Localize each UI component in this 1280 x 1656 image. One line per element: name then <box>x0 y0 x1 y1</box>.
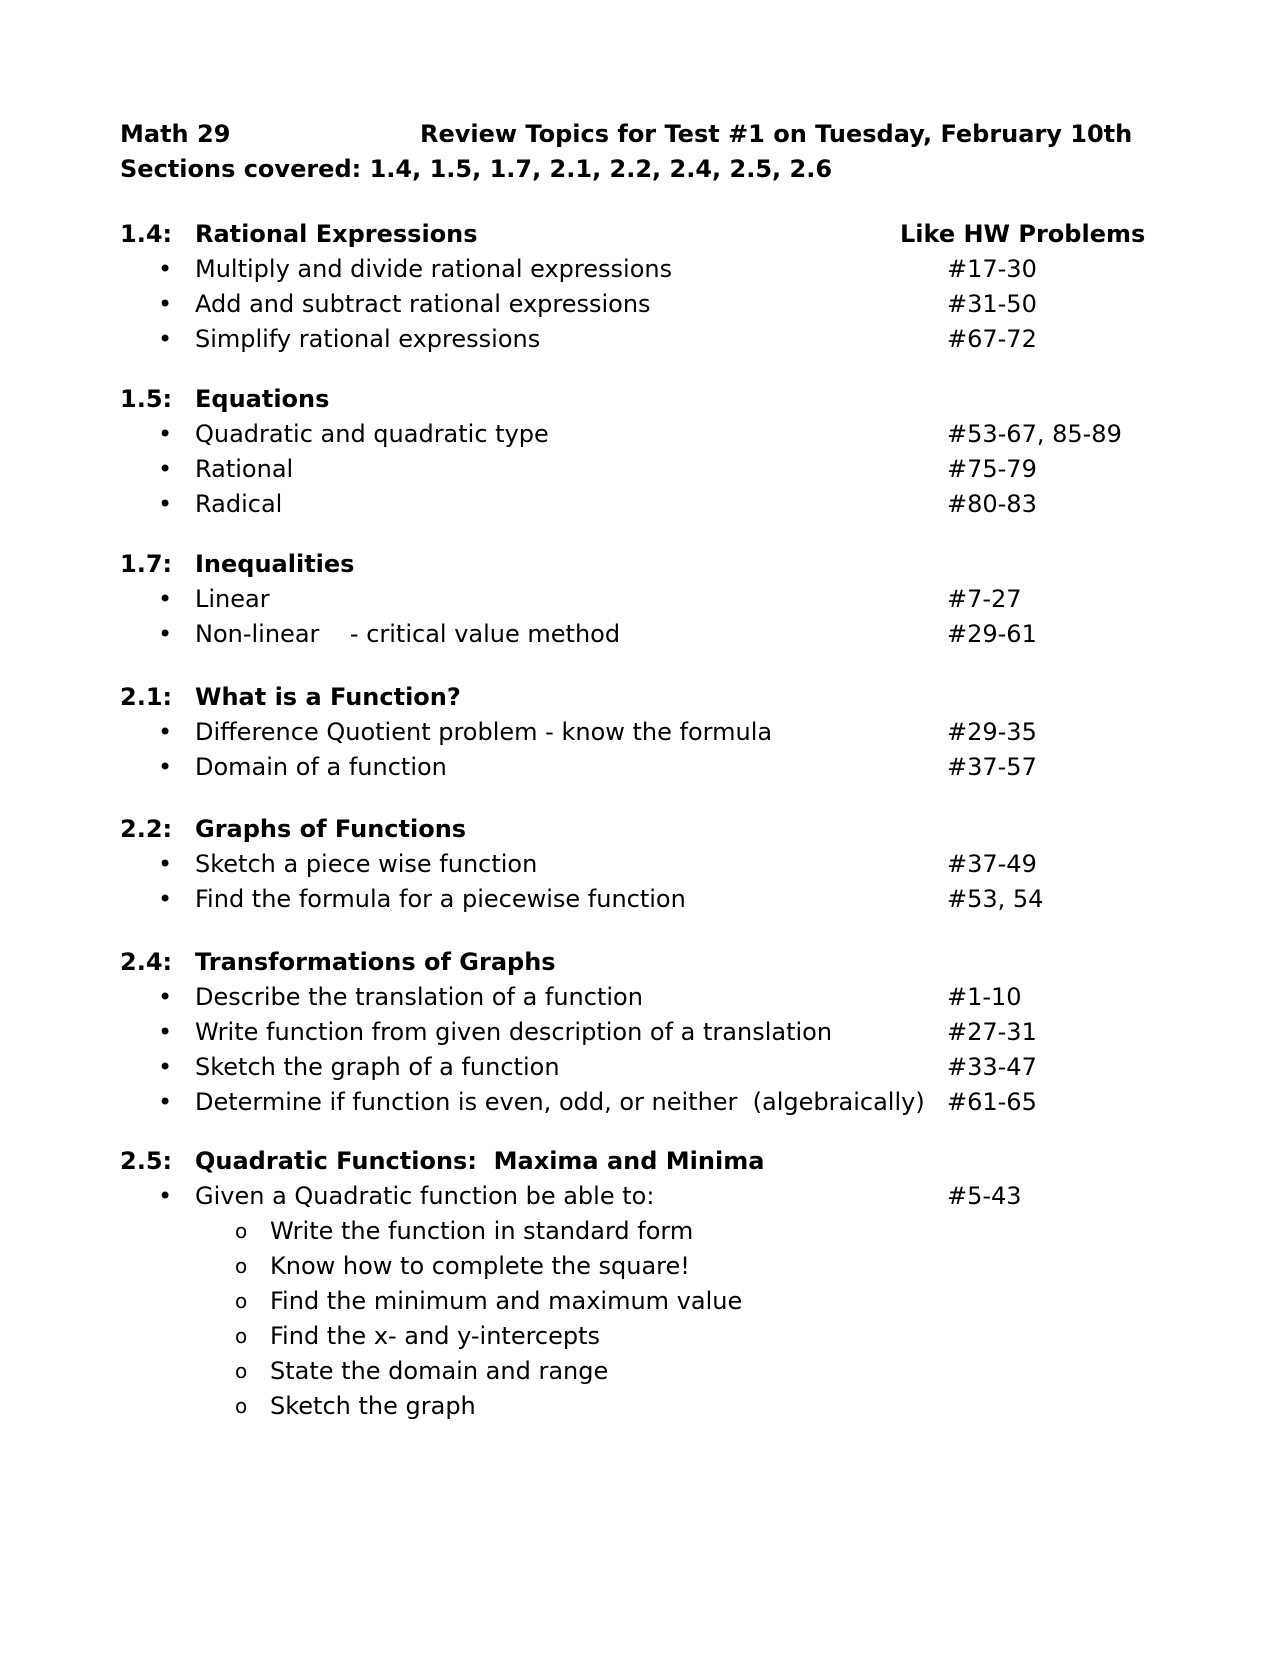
section-title: Transformations of Graphs <box>195 948 556 976</box>
sub-item <box>120 1357 1160 1392</box>
topic-text: Simplify rational expressions <box>195 325 541 353</box>
section-title: What is a Function? <box>195 683 461 711</box>
bullet-icon: • <box>158 718 173 746</box>
section-title: Graphs of Functions <box>195 815 467 843</box>
topic-text: Radical <box>195 490 283 518</box>
topic-text: Find the formula for a piecewise function <box>195 885 686 913</box>
topic-item <box>120 620 1160 655</box>
hw-problems: #53, 54 <box>947 885 1044 913</box>
bullet-icon: • <box>158 1053 173 1081</box>
hw-problems: #5-43 <box>947 1182 1022 1210</box>
sub-item-text: Know how to complete the square! <box>270 1252 690 1280</box>
page-title: Review Topics for Test #1 on Tuesday, February 10th <box>420 120 1133 148</box>
bullet-icon: • <box>158 1182 173 1210</box>
hw-problems: #29-61 <box>947 620 1037 648</box>
sub-item-text: Find the x- and y-intercepts <box>270 1322 601 1350</box>
topic-text: Write function from given description of a translation <box>195 1018 833 1046</box>
section-number: 2.1: <box>120 683 173 711</box>
topic-text: Difference Quotient problem - know the formula <box>195 718 773 746</box>
hw-problems: #27-31 <box>947 1018 1037 1046</box>
sections-covered: Sections covered: 1.4, 1.5, 1.7, 2.1, 2.2, 2.4, 2.5, 2.6 <box>120 155 833 183</box>
hw-problems: #37-49 <box>947 850 1037 878</box>
topic-item <box>120 455 1160 490</box>
section-1-5 <box>120 385 1160 525</box>
section-heading <box>120 815 1160 850</box>
section-number: 1.5: <box>120 385 173 413</box>
topic-item <box>120 325 1160 360</box>
hw-problems: #80-83 <box>947 490 1037 518</box>
hw-problems: #7-27 <box>947 585 1022 613</box>
bullet-icon: • <box>158 455 173 483</box>
section-2-5 <box>120 1147 1160 1427</box>
section-number: 2.4: <box>120 948 173 976</box>
section-1-4 <box>120 220 1160 360</box>
bullet-icon: • <box>158 325 173 353</box>
topic-text: Determine if function is even, odd, or neither (algebraically) <box>195 1088 925 1116</box>
section-title: Rational Expressions <box>195 220 478 248</box>
topic-item <box>120 255 1160 290</box>
topic-item <box>120 290 1160 325</box>
sub-item-text: Find the minimum and maximum value <box>270 1287 743 1315</box>
section-heading <box>120 220 1160 255</box>
topic-text: Linear <box>195 585 270 613</box>
topic-item <box>120 490 1160 525</box>
circle-bullet-icon: o <box>235 1394 248 1418</box>
section-2-1 <box>120 683 1160 788</box>
circle-bullet-icon: o <box>235 1254 248 1278</box>
topic-text: Add and subtract rational expressions <box>195 290 651 318</box>
topic-text: Rational <box>195 455 294 483</box>
topic-item <box>120 885 1160 920</box>
topic-item <box>120 420 1160 455</box>
section-number: 2.2: <box>120 815 173 843</box>
hw-problems: #17-30 <box>947 255 1037 283</box>
topic-text: Sketch the graph of a function <box>195 1053 560 1081</box>
sub-item-text: Sketch the graph <box>270 1392 476 1420</box>
hw-problems: #67-72 <box>947 325 1037 353</box>
circle-bullet-icon: o <box>235 1359 248 1383</box>
topic-text: Quadratic and quadratic type <box>195 420 549 448</box>
section-heading <box>120 683 1160 718</box>
hw-problems: #33-47 <box>947 1053 1037 1081</box>
topic-text: Describe the translation of a function <box>195 983 643 1011</box>
topic-item <box>120 585 1160 620</box>
section-2-4 <box>120 948 1160 1123</box>
section-number: 2.5: <box>120 1147 173 1175</box>
bullet-icon: • <box>158 420 173 448</box>
section-heading <box>120 1147 1160 1182</box>
bullet-icon: • <box>158 850 173 878</box>
topic-item <box>120 1088 1160 1123</box>
bullet-icon: • <box>158 620 173 648</box>
sub-item <box>120 1287 1160 1322</box>
section-number: 1.4: <box>120 220 173 248</box>
bullet-icon: • <box>158 983 173 1011</box>
topic-text: Multiply and divide rational expressions <box>195 255 673 283</box>
section-title: Inequalities <box>195 550 355 578</box>
section-heading <box>120 385 1160 420</box>
section-number: 1.7: <box>120 550 173 578</box>
topic-item <box>120 983 1160 1018</box>
topic-item <box>120 753 1160 788</box>
section-heading <box>120 948 1160 983</box>
hw-problems: #53-67, 85-89 <box>947 420 1122 448</box>
bullet-icon: • <box>158 585 173 613</box>
topic-text: Given a Quadratic function be able to: <box>195 1182 655 1210</box>
topic-text: Non-linear - critical value method <box>195 620 621 648</box>
bullet-icon: • <box>158 885 173 913</box>
bullet-icon: • <box>158 753 173 781</box>
section-title: Equations <box>195 385 330 413</box>
hw-problems: #75-79 <box>947 455 1037 483</box>
hw-problems: #37-57 <box>947 753 1037 781</box>
hw-column-header: Like HW Problems <box>900 220 1146 248</box>
sub-item-text: Write the function in standard form <box>270 1217 694 1245</box>
section-title: Quadratic Functions: Maxima and Minima <box>195 1147 765 1175</box>
topic-item <box>120 1053 1160 1088</box>
hw-problems: #1-10 <box>947 983 1022 1011</box>
topic-item <box>120 1018 1160 1053</box>
sub-item <box>120 1217 1160 1252</box>
course-name: Math 29 <box>120 120 231 148</box>
hw-problems: #61-65 <box>947 1088 1037 1116</box>
sub-item <box>120 1392 1160 1427</box>
bullet-icon: • <box>158 255 173 283</box>
topic-item <box>120 718 1160 753</box>
section-heading <box>120 550 1160 585</box>
circle-bullet-icon: o <box>235 1324 248 1348</box>
topic-text: Sketch a piece wise function <box>195 850 538 878</box>
circle-bullet-icon: o <box>235 1289 248 1313</box>
bullet-icon: • <box>158 1088 173 1116</box>
sub-item-text: State the domain and range <box>270 1357 609 1385</box>
bullet-icon: • <box>158 290 173 318</box>
bullet-icon: • <box>158 1018 173 1046</box>
topic-item <box>120 850 1160 885</box>
topic-item <box>120 1182 1160 1217</box>
hw-problems: #29-35 <box>947 718 1037 746</box>
section-2-2 <box>120 815 1160 920</box>
topic-text: Domain of a function <box>195 753 447 781</box>
hw-problems: #31-50 <box>947 290 1037 318</box>
sub-item <box>120 1252 1160 1287</box>
circle-bullet-icon: o <box>235 1219 248 1243</box>
sub-item <box>120 1322 1160 1357</box>
bullet-icon: • <box>158 490 173 518</box>
section-1-7 <box>120 550 1160 655</box>
